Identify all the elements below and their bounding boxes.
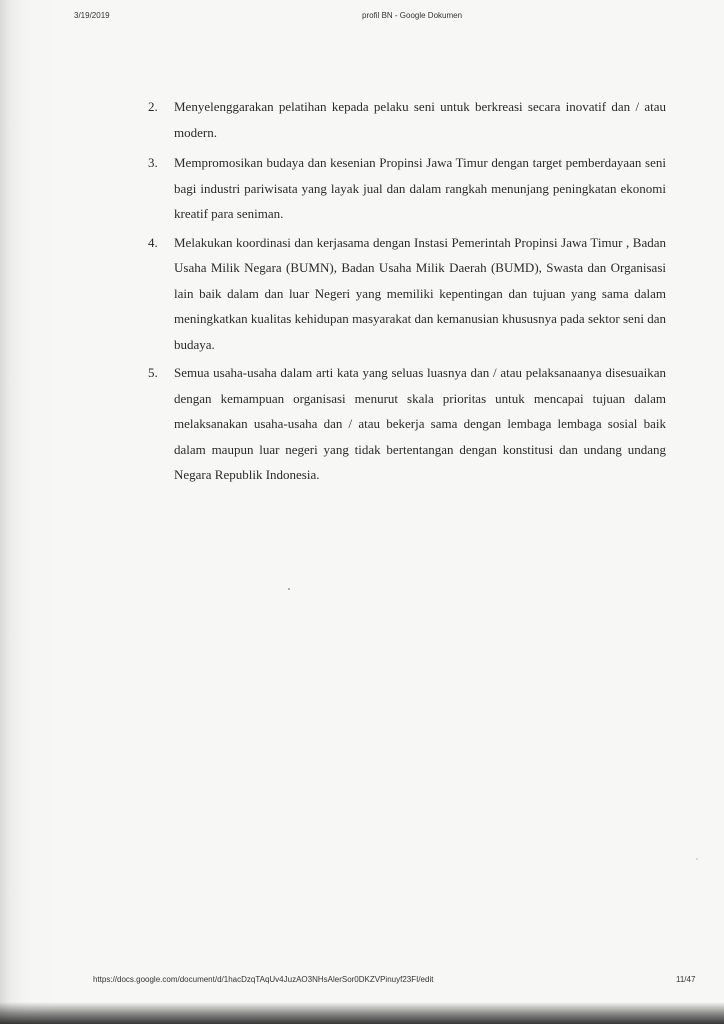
- list-item: [148, 94, 666, 145]
- list-item: [148, 230, 666, 358]
- scan-speck: [696, 858, 698, 860]
- document-url: https://docs.google.com/document/d/1hacDzqTAqUv4JuzAO3NHsAlerSor0DKZVPinuyf23FI/edit: [93, 975, 434, 984]
- document-title: profil BN - Google Dokumen: [362, 11, 463, 20]
- list-item-text: Melakukan koordinasi dan kerjasama dengan Instasi Pemerintah Propinsi Jawa Timur , Badan Usaha Milik Negara (BUMN), Badan Usaha Milik Daerah (BUMD), Swasta dan Organisasi lain baik dalam dan luar Negeri yang memiliki kepentingan dan tujuan yang sama dalam meningkatkan kualitas kehidupan masyarakat dan kemanusian khususnya pada sektor seni dan budaya.: [174, 234, 666, 352]
- scan-speck: [288, 588, 290, 590]
- print-header: [0, 11, 724, 25]
- list-item-text: Mempromosikan budaya dan kesenian Propinsi Jawa Timur dengan target pemberdayaan seni bagi industri pariwisata yang layak jual dan dalam rangkah menunjang peningkatan ekonomi kreatif para seniman.: [174, 155, 666, 221]
- list-item: [148, 150, 666, 227]
- list-item-number: 3.: [148, 155, 158, 170]
- print-date: 3/19/2019: [74, 11, 110, 20]
- list-item-text: Menyelenggarakan pelatihan kepada pelaku seni untuk berkreasi secara inovatif dan / atau modern.: [174, 99, 666, 140]
- page-counter: 11/47: [676, 975, 696, 984]
- numbered-list: [148, 94, 666, 488]
- scan-bottom-shadow: [0, 1002, 724, 1024]
- list-item: [148, 360, 666, 488]
- list-item-number: 4.: [148, 234, 158, 250]
- list-item-number: 2.: [148, 99, 158, 114]
- print-footer: [0, 975, 724, 989]
- list-item-number: 5.: [148, 365, 158, 380]
- list-item-text: Semua usaha-usaha dalam arti kata yang seluas luasnya dan / atau pelaksanaanya disesuaikan dengan kemampuan organisasi menurut skala prioritas untuk mencapai tujuan dalam melaksanakan usaha-usaha dan / atau bekerja sama dengan lembaga lembaga sosial baik dalam maupun luar negeri yang tidak bertentangan dengan konstitusi dan undang undang Negara Republik Indonesia.: [174, 365, 666, 482]
